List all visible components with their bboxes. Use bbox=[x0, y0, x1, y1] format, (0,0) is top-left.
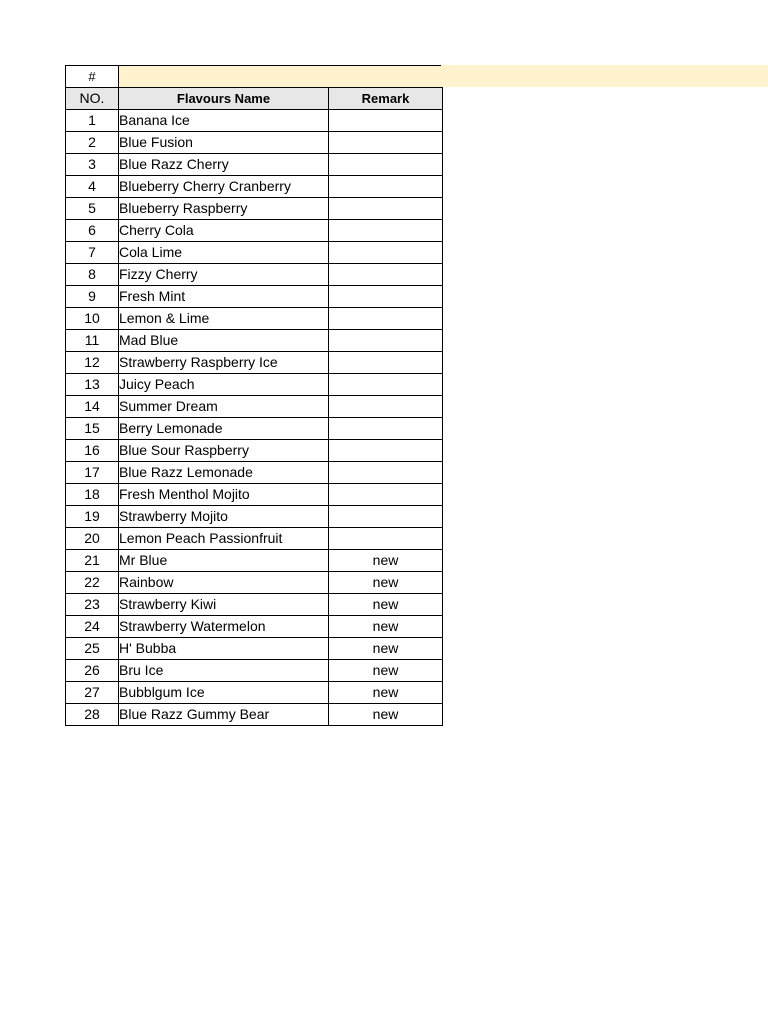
table-row bbox=[66, 330, 443, 352]
table-row bbox=[66, 132, 443, 154]
cell-no[interactable]: 6 bbox=[66, 220, 119, 242]
cell-remark[interactable] bbox=[329, 110, 443, 132]
cell-no[interactable]: 17 bbox=[66, 462, 119, 484]
table-row bbox=[66, 594, 443, 616]
table-row bbox=[66, 396, 443, 418]
cell-remark[interactable] bbox=[329, 308, 443, 330]
cell-no[interactable]: 14 bbox=[66, 396, 119, 418]
table-row bbox=[66, 462, 443, 484]
table-row bbox=[66, 242, 443, 264]
flavours-table bbox=[65, 87, 443, 726]
table-row bbox=[66, 308, 443, 330]
cell-remark[interactable] bbox=[329, 506, 443, 528]
cell-flavour-name[interactable]: Blue Sour Raspberry bbox=[119, 440, 329, 462]
cell-no[interactable]: 19 bbox=[66, 506, 119, 528]
table-row bbox=[66, 704, 443, 726]
cell-no[interactable]: 27 bbox=[66, 682, 119, 704]
cell-remark[interactable] bbox=[329, 484, 443, 506]
table-row bbox=[66, 352, 443, 374]
cell-no[interactable]: 26 bbox=[66, 660, 119, 682]
cell-remark[interactable] bbox=[329, 176, 443, 198]
cell-flavour-name[interactable]: H' Bubba bbox=[119, 638, 329, 660]
cell-flavour-name[interactable]: Fizzy Cherry bbox=[119, 264, 329, 286]
cell-no[interactable]: 9 bbox=[66, 286, 119, 308]
cell-no[interactable]: 21 bbox=[66, 550, 119, 572]
cell-flavour-name[interactable]: Berry Lemonade bbox=[119, 418, 329, 440]
cell-flavour-name[interactable]: Strawberry Mojito bbox=[119, 506, 329, 528]
column-header-name[interactable]: Flavours Name bbox=[119, 88, 329, 110]
cell-no[interactable]: 5 bbox=[66, 198, 119, 220]
table-row bbox=[66, 154, 443, 176]
cell-remark[interactable]: new bbox=[329, 616, 443, 638]
cell-flavour-name[interactable]: Blue Razz Cherry bbox=[119, 154, 329, 176]
table-row bbox=[66, 286, 443, 308]
top-border bbox=[118, 65, 441, 66]
cell-flavour-name[interactable]: Banana Ice bbox=[119, 110, 329, 132]
cell-remark[interactable] bbox=[329, 440, 443, 462]
cell-no[interactable]: 11 bbox=[66, 330, 119, 352]
table-row bbox=[66, 418, 443, 440]
cell-flavour-name[interactable]: Blue Razz Gummy Bear bbox=[119, 704, 329, 726]
cell-remark[interactable] bbox=[329, 154, 443, 176]
highlight-band bbox=[118, 65, 768, 87]
cell-remark[interactable]: new bbox=[329, 682, 443, 704]
cell-flavour-name[interactable]: Strawberry Kiwi bbox=[119, 594, 329, 616]
cell-flavour-name[interactable]: Lemon & Lime bbox=[119, 308, 329, 330]
table-row bbox=[66, 506, 443, 528]
cell-remark[interactable]: new bbox=[329, 550, 443, 572]
cell-flavour-name[interactable]: Lemon Peach Passionfruit bbox=[119, 528, 329, 550]
cell-flavour-name[interactable]: Fresh Mint bbox=[119, 286, 329, 308]
cell-no[interactable]: 15 bbox=[66, 418, 119, 440]
header-row bbox=[66, 88, 443, 110]
table-row bbox=[66, 110, 443, 132]
cell-flavour-name[interactable]: Cherry Cola bbox=[119, 220, 329, 242]
cell-no[interactable]: 1 bbox=[66, 110, 119, 132]
table-row bbox=[66, 528, 443, 550]
table-row bbox=[66, 572, 443, 594]
table-row bbox=[66, 550, 443, 572]
table-row bbox=[66, 264, 443, 286]
cell-flavour-name[interactable]: Mr Blue bbox=[119, 550, 329, 572]
cell-remark[interactable] bbox=[329, 264, 443, 286]
table-row bbox=[66, 198, 443, 220]
cell-remark[interactable] bbox=[329, 396, 443, 418]
cell-no[interactable]: 16 bbox=[66, 440, 119, 462]
cell-remark[interactable] bbox=[329, 462, 443, 484]
table-row bbox=[66, 616, 443, 638]
cell-flavour-name[interactable]: Mad Blue bbox=[119, 330, 329, 352]
cell-no[interactable]: 10 bbox=[66, 308, 119, 330]
cell-flavour-name[interactable]: Bubblgum Ice bbox=[119, 682, 329, 704]
cell-no[interactable]: 4 bbox=[66, 176, 119, 198]
cell-remark[interactable]: new bbox=[329, 572, 443, 594]
table-row bbox=[66, 220, 443, 242]
cell-remark[interactable]: new bbox=[329, 704, 443, 726]
cell-flavour-name[interactable]: Strawberry Raspberry Ice bbox=[119, 352, 329, 374]
table-body bbox=[66, 110, 443, 726]
cell-no[interactable]: 18 bbox=[66, 484, 119, 506]
cell-flavour-name[interactable]: Fresh Menthol Mojito bbox=[119, 484, 329, 506]
cell-flavour-name[interactable]: Strawberry Watermelon bbox=[119, 616, 329, 638]
table-row bbox=[66, 682, 443, 704]
cell-flavour-name[interactable]: Bru Ice bbox=[119, 660, 329, 682]
table-row bbox=[66, 440, 443, 462]
column-header-no[interactable]: NO. bbox=[66, 88, 119, 110]
cell-remark[interactable] bbox=[329, 286, 443, 308]
cell-remark[interactable] bbox=[329, 528, 443, 550]
cell-no[interactable]: 8 bbox=[66, 264, 119, 286]
cell-no[interactable]: 28 bbox=[66, 704, 119, 726]
cell-no[interactable]: 25 bbox=[66, 638, 119, 660]
cell-remark[interactable]: new bbox=[329, 638, 443, 660]
cell-no[interactable]: 22 bbox=[66, 572, 119, 594]
cell-no[interactable]: 13 bbox=[66, 374, 119, 396]
cell-no[interactable]: 2 bbox=[66, 132, 119, 154]
cell-remark[interactable] bbox=[329, 330, 443, 352]
cell-no[interactable]: 3 bbox=[66, 154, 119, 176]
cell-no[interactable]: 7 bbox=[66, 242, 119, 264]
cell-flavour-name[interactable]: Juicy Peach bbox=[119, 374, 329, 396]
cell-no[interactable]: 20 bbox=[66, 528, 119, 550]
cell-remark[interactable] bbox=[329, 374, 443, 396]
column-header-remark[interactable]: Remark bbox=[329, 88, 443, 110]
cell-remark[interactable] bbox=[329, 132, 443, 154]
cell-remark[interactable] bbox=[329, 242, 443, 264]
cell-remark[interactable]: new bbox=[329, 660, 443, 682]
cell-flavour-name[interactable]: Blueberry Cherry Cranberry bbox=[119, 176, 329, 198]
cell-flavour-name[interactable]: Cola Lime bbox=[119, 242, 329, 264]
cell-flavour-name[interactable]: Blue Fusion bbox=[119, 132, 329, 154]
cell-remark[interactable] bbox=[329, 220, 443, 242]
cell-remark[interactable] bbox=[329, 198, 443, 220]
table-row bbox=[66, 176, 443, 198]
cell-flavour-name[interactable]: Summer Dream bbox=[119, 396, 329, 418]
cell-flavour-name[interactable]: Blueberry Raspberry bbox=[119, 198, 329, 220]
cell-flavour-name[interactable]: Blue Razz Lemonade bbox=[119, 462, 329, 484]
cell-remark[interactable] bbox=[329, 418, 443, 440]
table-row bbox=[66, 638, 443, 660]
table-row bbox=[66, 374, 443, 396]
cell-remark[interactable] bbox=[329, 352, 443, 374]
cell-no[interactable]: 24 bbox=[66, 616, 119, 638]
hash-cell[interactable]: # bbox=[65, 65, 119, 88]
table-row bbox=[66, 484, 443, 506]
cell-no[interactable]: 12 bbox=[66, 352, 119, 374]
cell-flavour-name[interactable]: Rainbow bbox=[119, 572, 329, 594]
table-row bbox=[66, 660, 443, 682]
cell-remark[interactable]: new bbox=[329, 594, 443, 616]
cell-no[interactable]: 23 bbox=[66, 594, 119, 616]
